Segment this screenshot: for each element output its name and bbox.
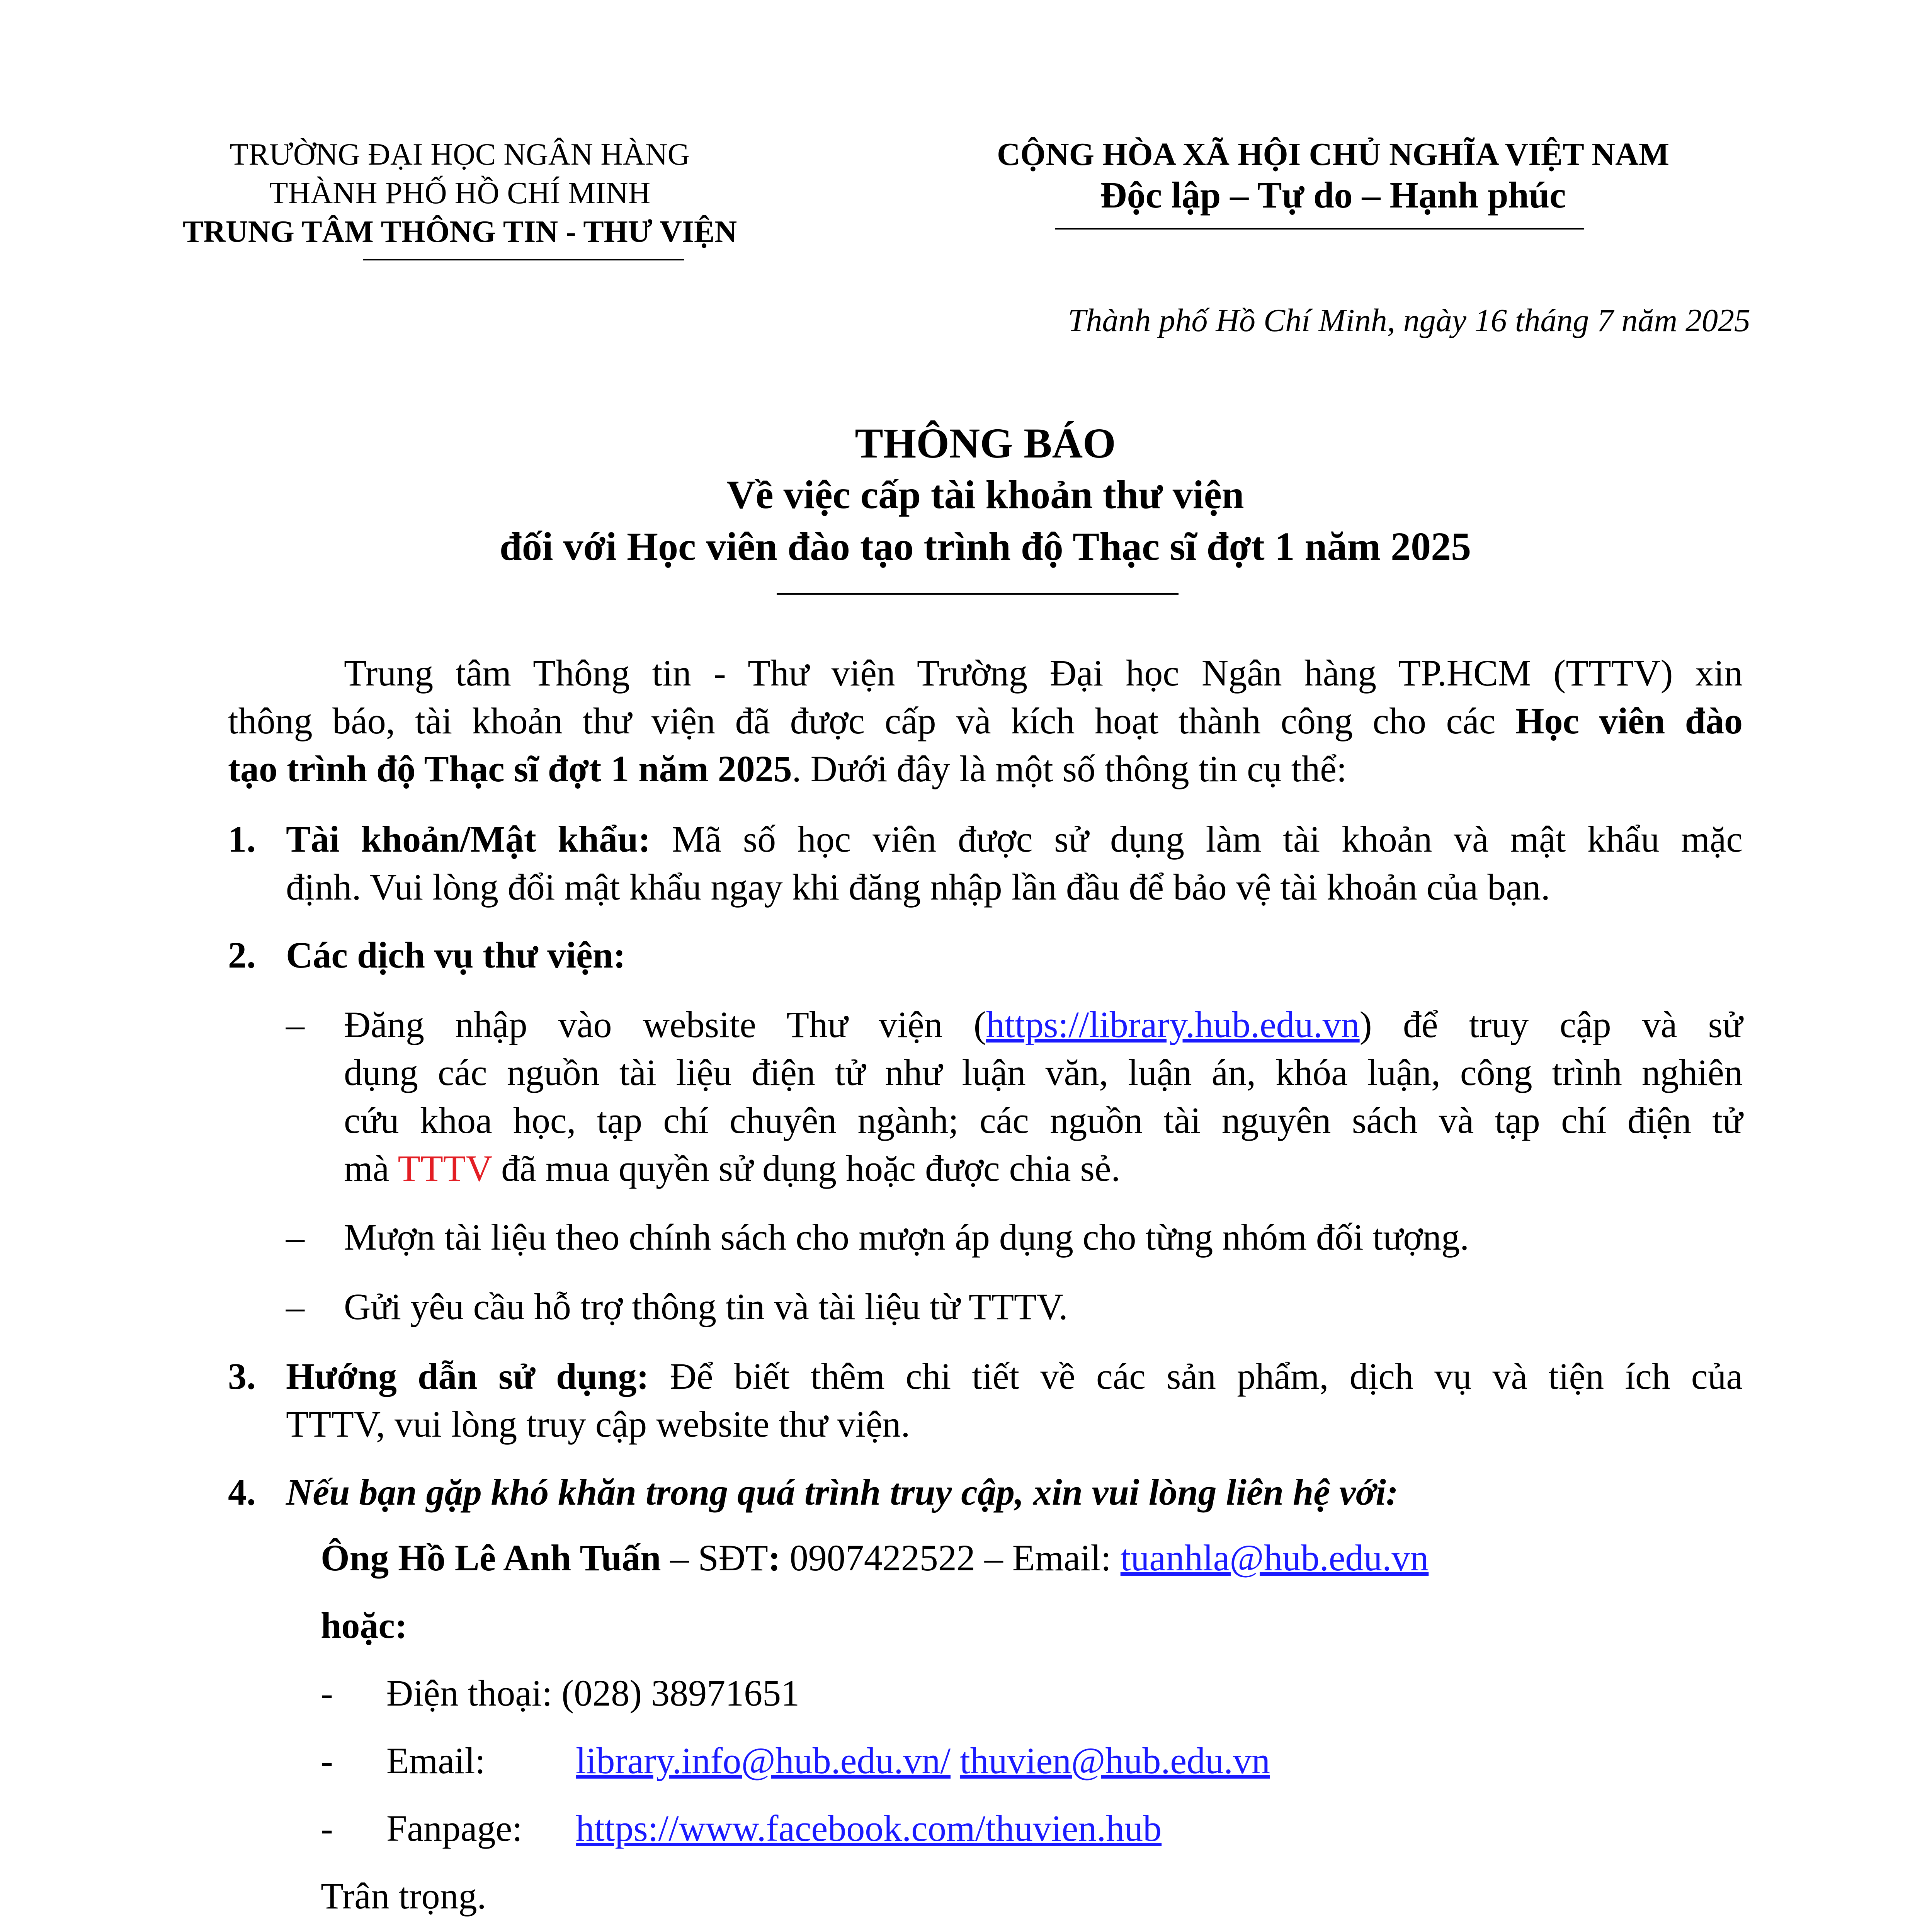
bullet-1-text-c: mà (344, 1148, 398, 1189)
item-3-line-2: TTTV, vui lòng truy cập website thư viện. (286, 1403, 910, 1445)
library-info-email-link[interactable]: library.info@hub.edu.vn/ (576, 1740, 951, 1781)
bullet-dash: – (286, 1004, 304, 1045)
item-2-bullet-3 (286, 1283, 1743, 1331)
contact-or: hoặc: (321, 1605, 407, 1646)
item-1-text: Mã số học viên được sử dụng làm tài khoản và mật khẩu mặc (650, 818, 1743, 860)
item-1-label: Tài khoản/Mật khẩu: (286, 818, 651, 860)
item-3-text: Để biết thêm chi tiết về các sản phẩm, dịch vụ và tiện ích của (649, 1355, 1743, 1397)
org-header-underline (363, 259, 684, 260)
org-university-line2: THÀNH PHỐ HỒ CHÍ MINH (269, 176, 651, 210)
bullet-1-text-d: đã mua quyền sử dụng hoặc được chia sẻ. (492, 1148, 1121, 1189)
contact-fanpage-item (321, 1804, 1480, 1852)
intro-line-2-text: thông báo, tài khoản thư viện đã được cấp và kích hoạt thành công cho các (228, 700, 1515, 742)
library-website-link[interactable]: https://library.hub.edu.vn (986, 1004, 1360, 1045)
org-header (151, 135, 769, 251)
item-4-label: Nếu bạn gặp khó khăn trong quá trình truy cập, xin vui lòng liên hệ với: (286, 1471, 1398, 1513)
org-university-line1: TRƯỜNG ĐẠI HỌC NGÂN HÀNG (230, 138, 690, 172)
bullet-1-text-b: ) để truy cập và sử (1359, 1004, 1743, 1045)
tttv-highlight: TTTV (398, 1148, 492, 1189)
notice-title-sub2: đối với Học viên đào tạo trình độ Thạc sĩ đợt 1 năm 2025 (499, 524, 1471, 569)
contact-phone-item (321, 1669, 800, 1717)
notice-title-main: THÔNG BÁO (855, 420, 1116, 467)
contact-phone-colon: : (768, 1537, 781, 1578)
item-2-number: 2. (228, 934, 256, 976)
bullet-dash: – (286, 1216, 304, 1258)
item-3-number: 3. (228, 1355, 256, 1397)
item-3 (228, 1352, 1743, 1448)
bullet-1-text-a: Đăng nhập vào website Thư viện ( (344, 1004, 986, 1045)
contact-fanpage-label: Fanpage: (386, 1808, 522, 1849)
item-2 (228, 931, 1743, 979)
bullet-3-text: Gửi yêu cầu hỗ trợ thông tin và tài liệu từ TTTV. (344, 1286, 1068, 1327)
intro-line-3-text: . Dưới đây là một số thông tin cụ thể: (792, 748, 1347, 789)
title-underline (777, 593, 1179, 595)
item-2-bullet-1 (286, 1001, 1743, 1192)
notice-title-sub1: Về việc cấp tài khoản thư viện (726, 473, 1244, 517)
contact-email-link[interactable]: tuanhla@hub.edu.vn (1120, 1537, 1429, 1578)
date-line: Thành phố Hồ Chí Minh, ngày 16 tháng 7 năm 2025 (1068, 303, 1750, 338)
intro-line-3 (228, 745, 1743, 793)
thuvien-email-link[interactable]: thuvien@hub.edu.vn (959, 1740, 1270, 1781)
item-1-line-1 (286, 815, 1743, 863)
intro-paragraph (228, 649, 1743, 793)
notice-title (0, 417, 1932, 573)
contact-phone: 0907422522 – Email: (780, 1537, 1121, 1578)
item-2-bullet-2 (286, 1213, 1743, 1261)
bullet-1-line-4 (344, 1145, 1743, 1192)
contact-dash: - (321, 1672, 333, 1714)
item-4 (228, 1468, 1743, 1516)
bullet-1-line-3: cứu khoa học, tạp chí chuyên ngành; các nguồn tài nguyên sách và tạp chí điện tử (344, 1100, 1743, 1141)
contact-name: Ông Hồ Lê Anh Tuấn (321, 1537, 661, 1578)
item-2-label: Các dịch vụ thư viện: (286, 934, 626, 976)
bullet-2-text: Mượn tài liệu theo chính sách cho mượn áp dụng cho từng nhóm đối tượng. (344, 1216, 1469, 1258)
intro-line-2 (228, 697, 1743, 745)
contact-email-item (321, 1737, 1480, 1785)
contact-dash: - (321, 1740, 333, 1781)
item-1 (228, 815, 1743, 911)
intro-line-2-bold: Học viên đào (1515, 700, 1743, 742)
org-department: TRUNG TÂM THÔNG TIN - THƯ VIỆN (182, 215, 737, 249)
bullet-dash: – (286, 1286, 304, 1327)
fanpage-link[interactable]: https://www.facebook.com/thuvien.hub (576, 1808, 1162, 1849)
item-1-number: 1. (228, 818, 256, 860)
national-motto-underline (1055, 228, 1584, 230)
contact-phone-label: Điện thoại: (028) 38971651 (386, 1672, 800, 1714)
bullet-1-line-1 (344, 1001, 1743, 1049)
item-1-line-2: định. Vui lòng đổi mật khẩu ngay khi đăng nhập lần đầu để bảo vệ tài khoản của bạn. (286, 866, 1550, 908)
national-header (869, 135, 1797, 216)
item-3-line-1 (286, 1352, 1743, 1400)
contact-line (321, 1534, 1429, 1582)
intro-line-3-bold: tạo trình độ Thạc sĩ đợt 1 năm 2025 (228, 748, 792, 789)
contact-email-label: Email: (386, 1740, 485, 1781)
intro-line-1: Trung tâm Thông tin - Thư viện Trường Đại học Ngân hàng TP.HCM (TTTV) xin (344, 652, 1743, 694)
item-3-label: Hướng dẫn sử dụng: (286, 1355, 649, 1397)
national-motto: Độc lập – Tự do – Hạnh phúc (1100, 174, 1566, 216)
closing-text: Trân trọng. (321, 1875, 486, 1917)
national-title: CỘNG HÒA XÃ HỘI CHỦ NGHĨA VIỆT NAM (997, 136, 1670, 172)
bullet-1-line-2: dụng các nguồn tài liệu điện tử như luận văn, luận án, khóa luận, công trình nghiên (344, 1052, 1743, 1093)
contact-dash: - (321, 1808, 333, 1849)
contact-phone-prefix: – SĐT (661, 1537, 768, 1578)
item-4-number: 4. (228, 1471, 256, 1513)
